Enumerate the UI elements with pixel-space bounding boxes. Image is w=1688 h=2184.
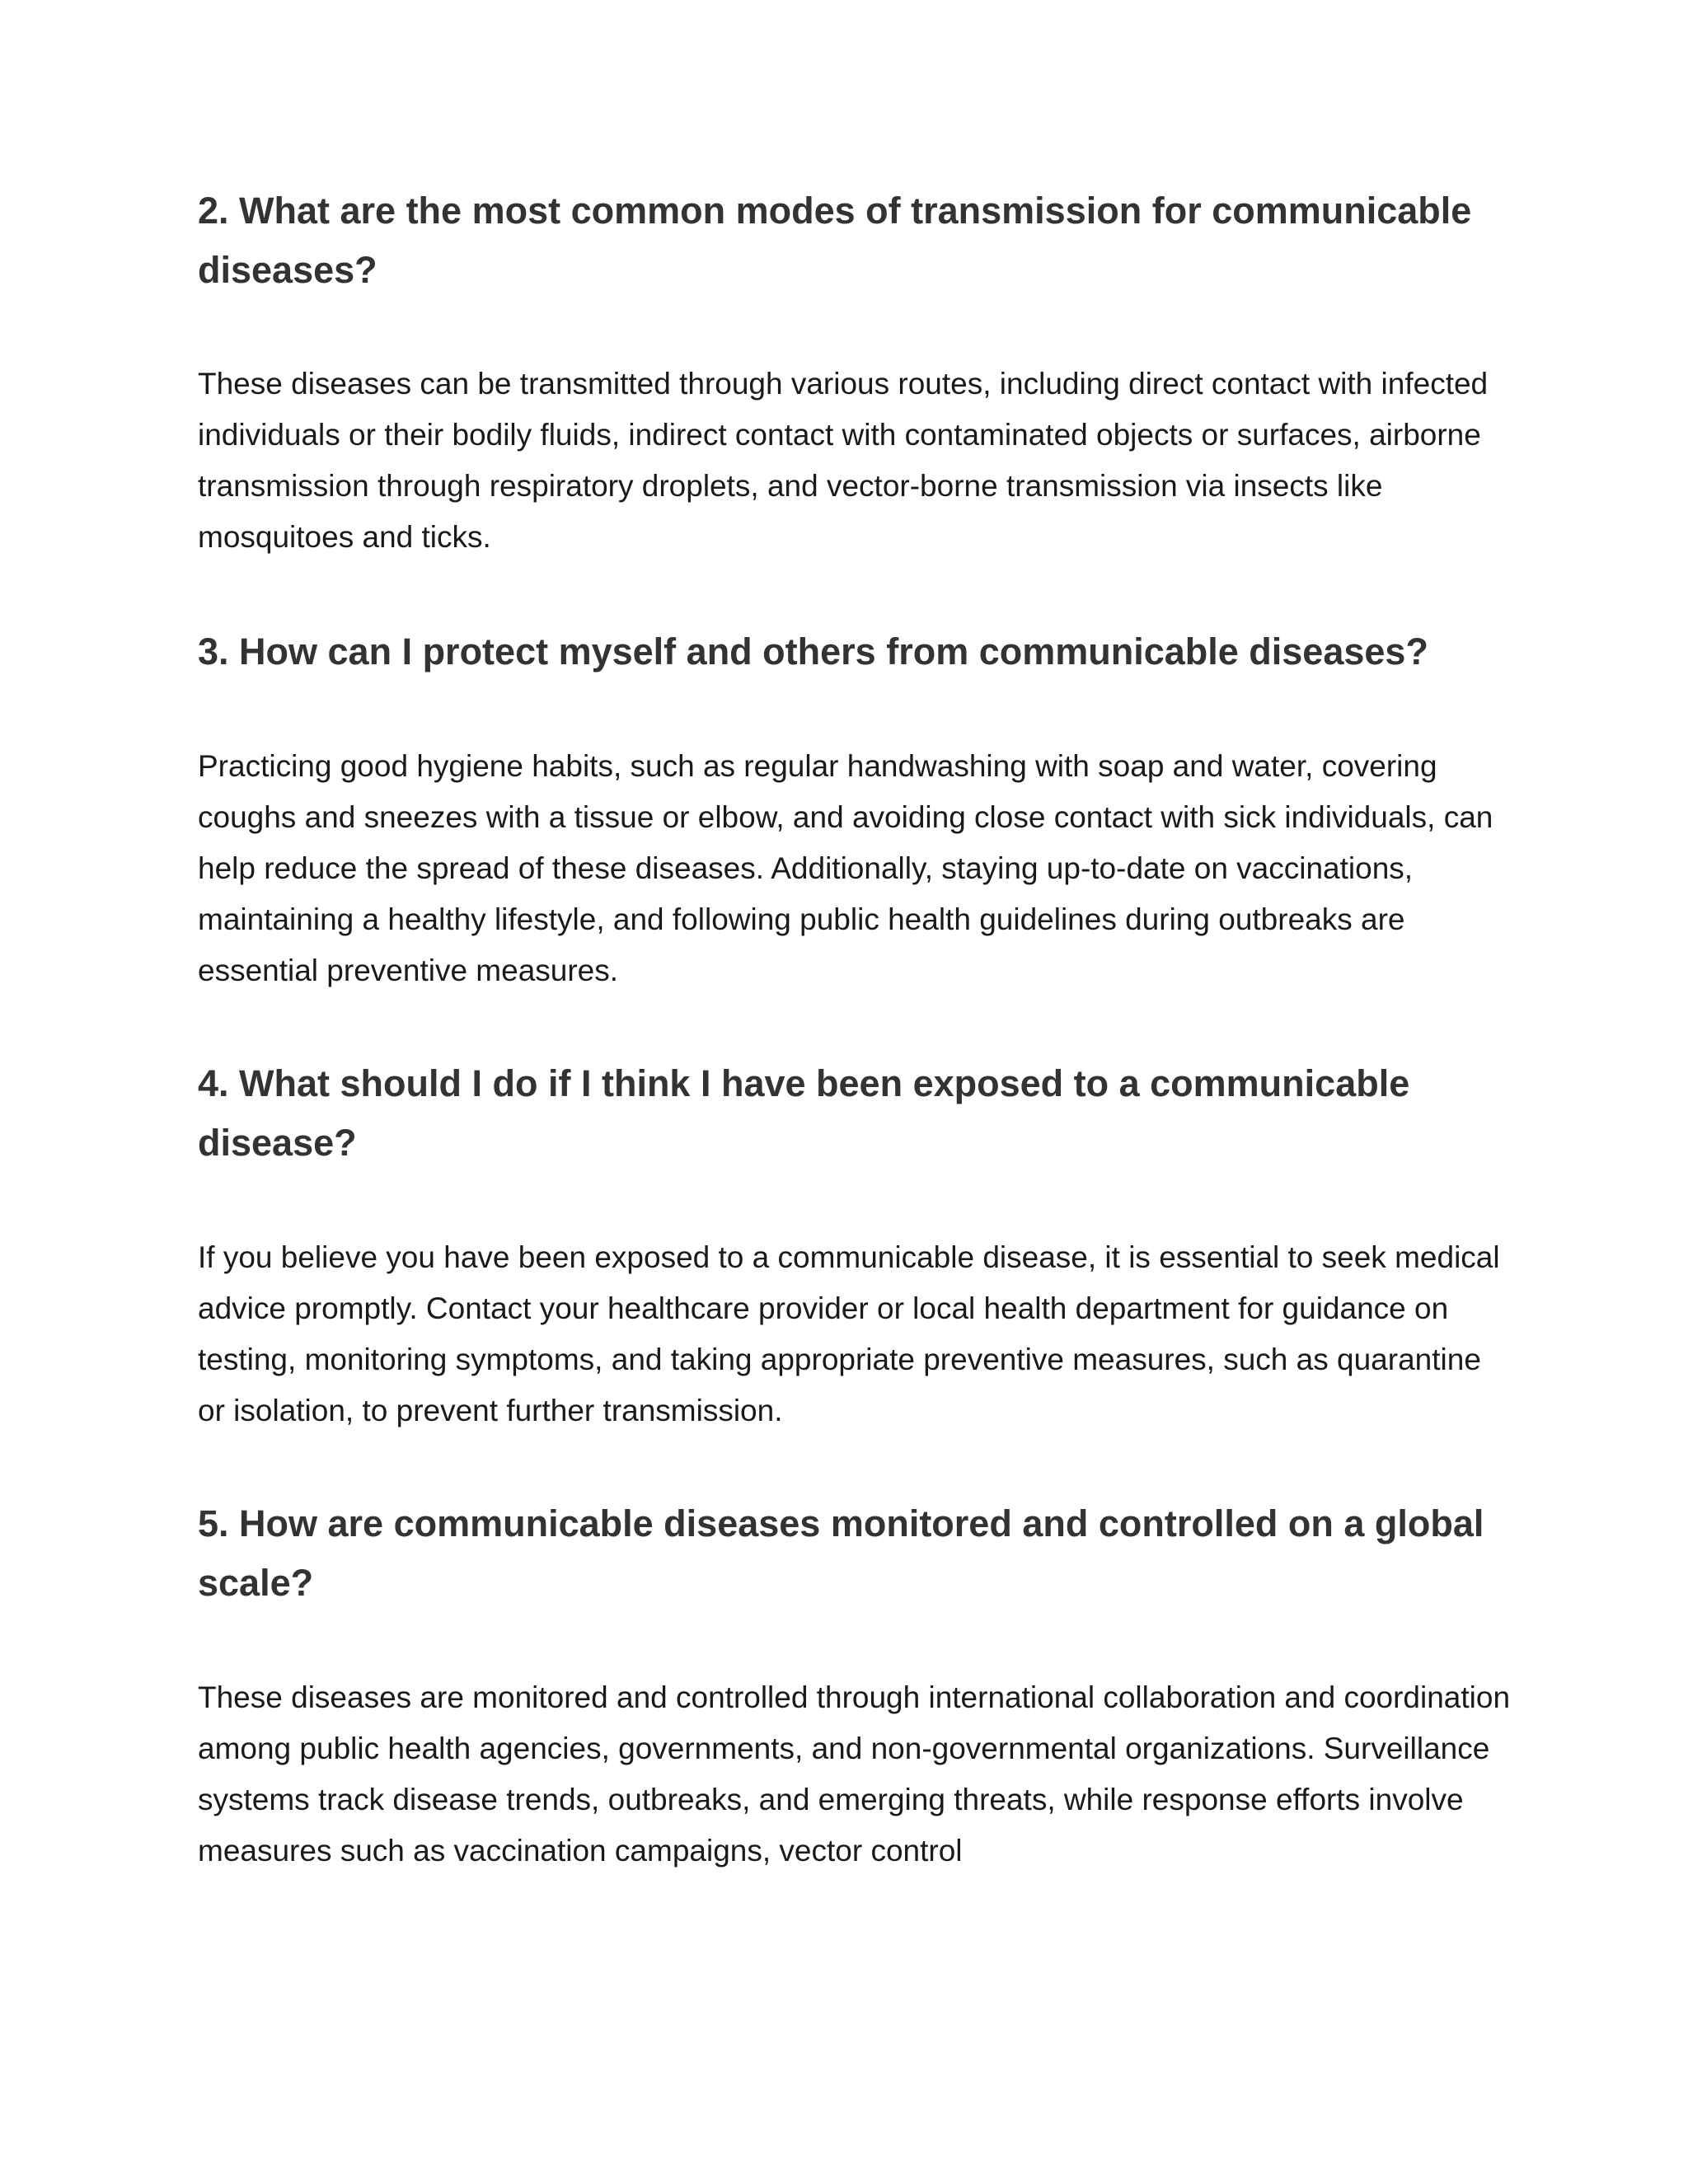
faq-question: 4. What should I do if I think I have been exposed to a communicable disease? (198, 1062, 1410, 1164)
faq-answer: If you believe you have been exposed to a communicable disease, it is essential to seek medical advice promptly. Contact your healthcare provider or local health department for guidance on testing, monitoring symptoms, and taking appropriate preventive measures, such as quarantine or isolation, to prevent further transmission. (198, 1240, 1500, 1427)
faq-item-3 (198, 622, 1517, 996)
document-page (198, 181, 1517, 1877)
faq-question: 5. How are communicable diseases monitored and controlled on a global scale? (198, 1502, 1484, 1604)
faq-item-5 (198, 1494, 1517, 1877)
faq-answer: These diseases are monitored and controlled through international collaboration and coordination among public health agencies, governments, and non-governmental organizations. Surveillance systems track disease trends, outbreaks, and emerging threats, while response efforts involve measures such as vaccination campaigns, vector control (198, 1680, 1511, 1868)
faq-answer: These diseases can be transmitted through various routes, including direct contact with infected individuals or their bodily fluids, indirect contact with contaminated objects or surfaces, airborne transmission through respiratory droplets, and vector-borne transmission via insects like mosquitoes and ticks. (198, 367, 1489, 554)
faq-answer: Practicing good hygiene habits, such as regular handwashing with soap and water, covering coughs and sneezes with a tissue or elbow, and avoiding close contact with sick individuals, can help reduce the spread of these diseases. Additionally, staying up-to-date on vaccinations, maintaining a healthy lifestyle, and following public health guidelines during outbreaks are essential preventive measures. (198, 749, 1493, 987)
faq-question: 2. What are the most common modes of transmission for communicable diseases? (198, 190, 1472, 291)
faq-question: 3. How can I protect myself and others from communicable diseases? (198, 630, 1428, 673)
faq-item-4 (198, 1054, 1517, 1436)
faq-item-2 (198, 181, 1517, 563)
